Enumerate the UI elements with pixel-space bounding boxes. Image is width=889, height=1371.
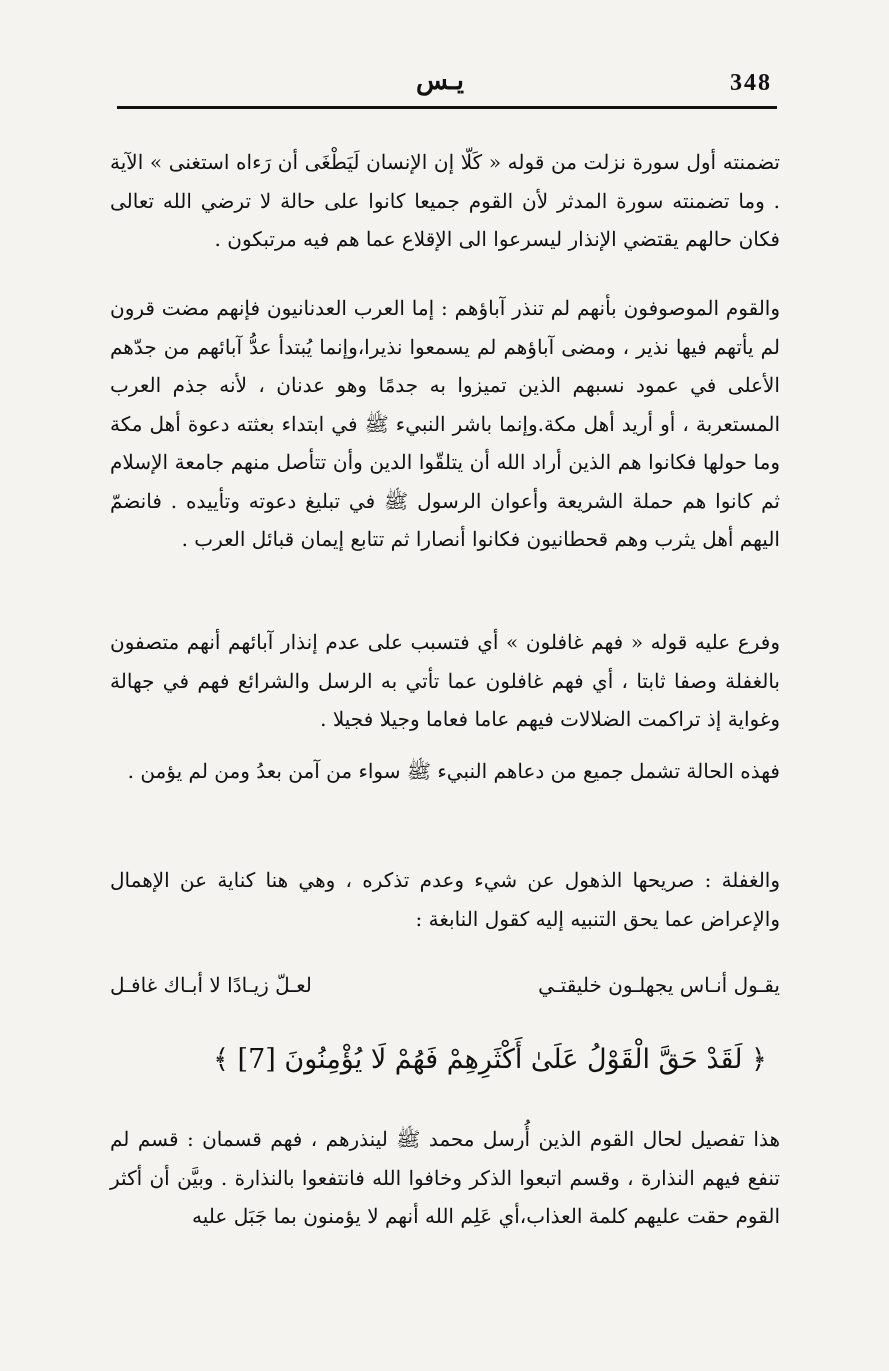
first-hemistich: يقـول أنـاس يجهلـون خليقتـي [538, 973, 780, 997]
running-title: يـس [415, 66, 464, 96]
paragraph-4: فهذه الحالة تشمل جميع من دعاهم النبيء ﷺ سواء من آمن بعدُ ومن لم يؤمن . [127, 759, 780, 783]
paragraph-1: تضمنته أول سورة نزلت من قوله « كَلّا إن الإنسان لَيَطْغَى أن رَءاه استغنى » الآية . وما تضمنته سورة المدثر لأن القوم جميعا كانوا على حالة لا ترضي الله تعالى فكان حالهم يقتضي الإنذار ليسرعوا الى الإقلاع عما هم فيه مرتبكون . [110, 150, 780, 251]
paragraph-2: والقوم الموصوفون بأنهم لم تنذر آباؤهم : إما العرب العدنانيون فإنهم مضت قرون لم يأتهم فيها نذير ، ومضى آباؤهم لم يسمعوا نذيرا،وإنما يُبتدأ عدُّ آبائهم من جدّهم الأعلى في عمود نسبهم الذين تميزوا به جدمًا وهو عدنان ، لأنه جذم العرب المستعربة ، أو أريد أهل مكة.وإنما باشر النبيء ﷺ في ابتداء بعثته دعوة أهل مكة وما حولها فكانوا هم الذين أراد الله أن يتلقّوا الدين وأن تتأصل منهم جامعة الإسلام ثم كانوا هم حملة الشريعة وأعوان الرسول ﷺ في تبليغ دعوته وتأييده . فانضمّ اليهم أهل يثرب وهم قحطانيون فكانوا أنصارا ثم تتابع إيمان قبائل العرب . [110, 296, 780, 551]
paragraph-5: والغفلة : صريحها الذهول عن شيء وعدم تذكره ، وهي هنا كناية عن الإهمال والإعراض عما يحق التنبيه إليه كقول النابغة : [110, 868, 780, 931]
second-hemistich: لعـلّ زيـادًا لا أبـاك غافـل [110, 973, 312, 997]
final-paragraph: هذا تفصيل لحال القوم الذين أُرسل محمد ﷺ لينذرهم ، فهم قسمان : قسم لم تنفع فيهم النذارة ، وقسم اتبعوا الذكر وخافوا الله فانتفعوا بالنذارة . وبيَّن أن أكثر القوم حقت عليهم كلمة العذاب،أي عَلِم الله أنهم لا يؤمنون بما جَبَل عليه [110, 1127, 780, 1228]
poetry-couplet [110, 966, 780, 1004]
paragraph-3: وفرع عليه قوله « فهم غافلون » أي فتسبب على عدم إنذار آبائهم أنهم متصفون بالغفلة وصفا ثابتا ، أي فهم غافلون عما تأتي به الرسل والشرائع فهم في جهالة وغواية إذ تراكمت الضلالات فيهم عاما فعاما وجيلا فجيلا . [110, 630, 780, 731]
page-number: 348 [730, 70, 772, 96]
header-rule [117, 106, 777, 109]
quran-verse: ﴿ لَقَدْ حَقَّ الْقَوْلُ عَلَىٰ أَكْثَرِهِمْ فَهُمْ لَا يُؤْمِنُونَ [7] ﴾ [213, 1044, 767, 1075]
